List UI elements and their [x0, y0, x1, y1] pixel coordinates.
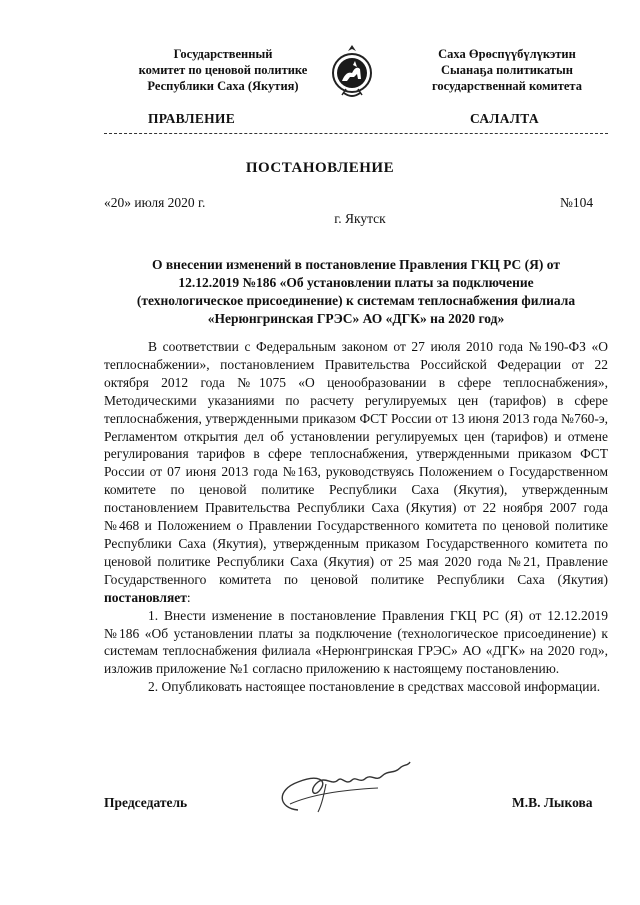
resolves-punctuation: : — [186, 589, 191, 605]
document-number: №104 — [560, 195, 594, 210]
org-ru-line: Государственный — [173, 47, 273, 61]
preamble-text: В соответствии с Федеральным законом от 27 июля 2010 года №190-ФЗ «О теплоснабжении», постановлением Правительства Российской Федерации от 22 октября 2012 года №1075 «О ценообразовании в сфере теплоснабжения», Методическими указаниями по расчету регулируемых цен (тарифов) в сфере теплоснабжения, утвержденными приказом ФСТ России от 13 июня 2013 года №760-э, Регламентом открытия дел об установлении регулируемых цен (тарифов) и отмене регулирования тарифов в сфере теплоснабжения, утвержденными приказом ФСТ России от 07 июня 2013 года №163, руководствуясь Положением о Государственном комитете по ценовой политике Республики Саха (Якутия), утвержденным постановлением Правительства Республики Саха (Якутия) от 22 ноября 2007 года №468 и Положением о Правлении Государственного комитета по ценовой политике Республики Саха (Якутия), утвержденным приказом Государственного комитета по ценовой политике Республики Саха (Якутия) от 25 мая 2020 года №21, Правление Государственного комитета по ценовой политике Республики Саха (Якутия) — [104, 339, 608, 587]
item-2-paragraph: 2. Опубликовать настоящее постановление в средствах массовой информации. — [148, 679, 601, 695]
document-body — [104, 338, 608, 696]
signatory-name: М.В. Лыкова — [512, 795, 593, 810]
subject-line: 12.12.2019 №186 «Об установлении платы за подключение — [178, 275, 534, 290]
organization-name-russian — [108, 46, 338, 94]
org-sakha-line: Сыанаҕа политикатын — [441, 63, 573, 77]
coat-of-arms-emblem — [330, 43, 374, 103]
signatory-position: Председатель — [104, 795, 188, 810]
org-sakha-line: Саха Өрөспүүбүлүкэтин — [438, 47, 576, 61]
item-1-paragraph: 1. Внести изменение в постановление Правления ГКЦ РС (Я) от 12.12.2019 №186 «Об установлении платы за подключение (технологическое присоединение) к системам теплоснабжения филиала «Нерюнгринская ГРЭС» АО «ДГК» на 2020 год», изложив приложение №1 согласно приложению к настоящему постановлению. — [104, 607, 608, 677]
board-label-sakha: САЛАЛТА — [470, 111, 539, 126]
document-city: г. Якутск — [334, 211, 386, 226]
org-sakha-line: государственнай комитета — [432, 79, 582, 93]
subject-line: О внесении изменений в постановление Правления ГКЦ РС (Я) от — [152, 257, 560, 272]
header-divider — [104, 133, 608, 134]
subject-line: (технологическое присоединение) к системам теплоснабжения филиала — [136, 293, 576, 308]
board-label-russian: ПРАВЛЕНИЕ — [148, 111, 236, 126]
document-subject — [104, 256, 608, 328]
org-ru-line: комитет по ценовой политике — [138, 63, 308, 77]
document-title: ПОСТАНОВЛЕНИЕ — [245, 160, 395, 176]
subject-line: «Нерюнгринская ГРЭС» АО «ДГК» на 2020 год» — [207, 311, 505, 326]
organization-name-sakha — [392, 46, 622, 94]
resolves-keyword: постановляет — [104, 589, 187, 605]
document-date: «20» июля 2020 г. — [104, 195, 206, 210]
preamble-paragraph — [104, 338, 608, 607]
handwritten-signature — [268, 760, 438, 818]
org-ru-line: Республики Саха (Якутия) — [147, 79, 299, 93]
